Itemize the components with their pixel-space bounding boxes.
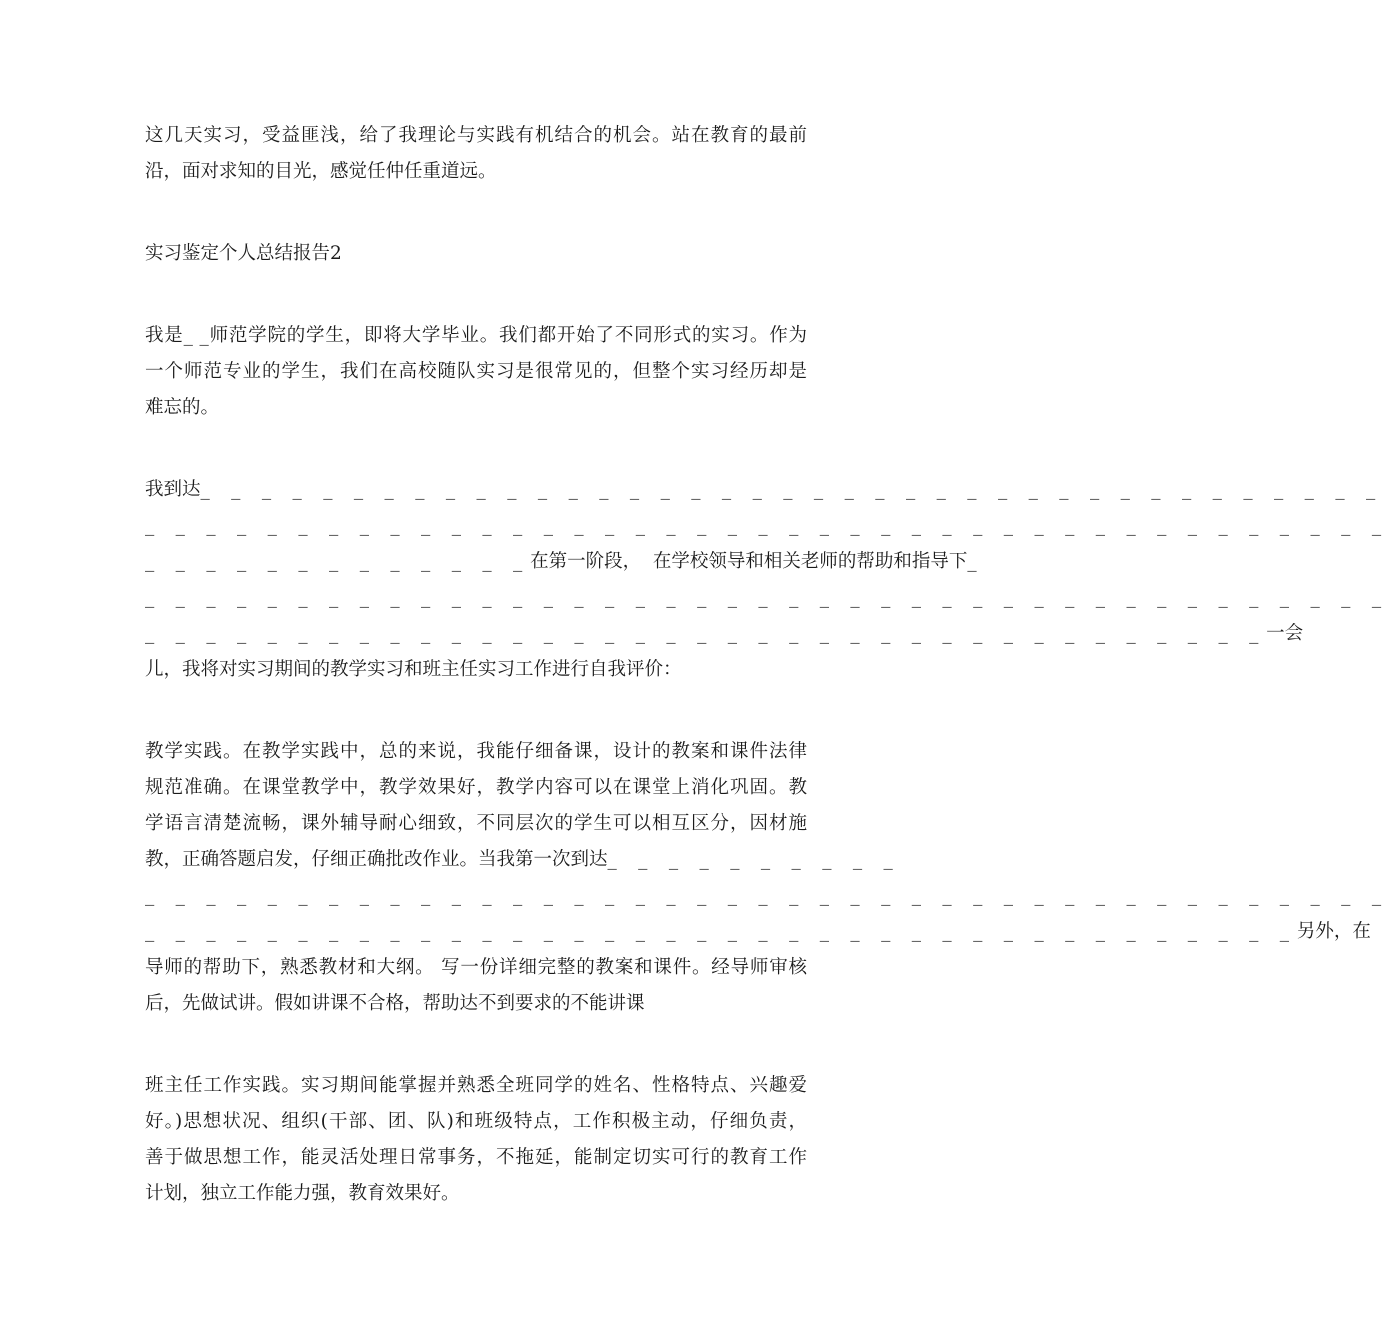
- text-line: [145, 508, 1389, 544]
- line-text: 我到达: [145, 479, 201, 500]
- text-line: 规范准确。在课堂教学中，教学效果好，教学内容可以在课堂上消化巩固。教: [145, 777, 807, 798]
- text-line: [145, 878, 1389, 914]
- text-line: 沿，面对求知的目光，感觉任仲任重道远。: [145, 161, 497, 182]
- text-line: 后，先做试讲。假如讲课不合格，帮助达不到要求的不能讲课: [145, 993, 645, 1014]
- blank-fill: _ _ _ _ _ _ _ _ _ _ _ _ _ _ _ _ _ _ _ _ _ _ _ _ _ _ _ _ _ _ _ _ _ _ _ _ _ _ _ _ _: [145, 587, 1389, 608]
- blank-fill: _ _ _ _ _ _ _ _ _ _: [607, 849, 901, 870]
- text-line: 学语言清楚流畅，课外辅导耐心细致，不同层次的学生可以相互区分，因材施: [145, 813, 807, 834]
- text-line: [145, 914, 1371, 950]
- blank-fill: _ _ _ _ _ _ _ _ _ _ _ _ _ _ _ _ _ _ _ _ _ _ _ _ _ _ _ _ _ _ _ _ _ _ _ _ _: [145, 623, 1267, 644]
- blank-fill: _ _ _ _ _ _ _ _ _ _ _ _ _ _ _ _ _ _ _ _ _ _ _ _ _ _ _ _ _ _ _ _ _ _ _ _ _ _: [145, 921, 1297, 942]
- line-text: 一会: [1266, 623, 1304, 644]
- paragraph-teaching-practice: [145, 734, 1389, 1022]
- text-line: 儿，我将对实习期间的教学实习和班主任实习工作进行自我评价：: [145, 659, 682, 680]
- text-line: 这几天实习，受益匪浅，给了我理论与实践有机结合的机会。站在教育的最前: [145, 125, 807, 146]
- text-line: [145, 616, 1304, 652]
- paragraph-introduction: [145, 318, 807, 426]
- text-line: [145, 472, 1384, 508]
- text-line: 导师的帮助下，熟悉教材和大纲。 写一份详细完整的教案和课件。经导师审核: [145, 957, 807, 978]
- blank-fill: _ _ _ _ _ _ _ _ _ _ _ _ _ _ _ _ _ _ _ _ _ _ _ _ _ _ _ _ _ _ _ _ _ _ _ _ _ _ _ _ _: [145, 885, 1389, 906]
- text-line: 难忘的。: [145, 397, 220, 418]
- line-text: 另外，在: [1296, 921, 1371, 942]
- text-line: 我是_ _师范学院的学生，即将大学毕业。我们都开始了不同形式的实习。作为: [145, 325, 807, 346]
- text-line: [145, 842, 901, 878]
- text-line: 班主任工作实践。实习期间能掌握并熟悉全班同学的姓名、性格特点、兴趣爱: [145, 1075, 807, 1096]
- text-line: [145, 544, 977, 580]
- text-line: 教学实践。在教学实践中，总的来说，我能仔细备课，设计的教案和课件法律: [145, 741, 807, 762]
- blank-fill: _ _ _ _ _ _ _ _ _ _ _ _ _: [145, 551, 531, 572]
- text-line: [145, 580, 1389, 616]
- text-line: 好。)思想状况、组织(干部、团、队)和班级特点，工作积极主动，仔细负责，: [145, 1111, 807, 1132]
- document-body: [145, 118, 1389, 1212]
- text-line: 计划，独立工作能力强，教育效果好。: [145, 1183, 460, 1204]
- paragraph-arrival: [145, 472, 1389, 688]
- line-text: 在第一阶段， 在学校领导和相关老师的帮助和指导下: [530, 551, 968, 572]
- line-text: 教，正确答题启发，仔细正确批改作业。当我第一次到达: [145, 849, 608, 870]
- text-line: 善于做思想工作，能灵活处理日常事务，不拖延，能制定切实可行的教育工作: [145, 1147, 807, 1168]
- blank-fill: _ _ _ _ _ _ _ _ _ _ _ _ _ _ _ _ _ _ _ _ _ _ _ _ _ _ _ _ _ _ _ _ _ _ _ _ _ _ _: [200, 479, 1384, 500]
- blank-fill: _ _ _ _ _ _ _ _ _ _ _ _ _ _ _ _ _ _ _ _ _ _ _ _ _ _ _ _ _ _ _ _ _ _ _ _ _ _ _ _ _: [145, 515, 1389, 536]
- blank-fill: _: [967, 551, 977, 572]
- section-heading: 实习鉴定个人总结报告2: [145, 243, 342, 264]
- text-line: 一个师范专业的学生，我们在高校随队实习是很常见的，但整个实习经历却是: [145, 361, 807, 382]
- paragraph-intro: [145, 118, 807, 190]
- paragraph-class-teacher-practice: [145, 1068, 807, 1212]
